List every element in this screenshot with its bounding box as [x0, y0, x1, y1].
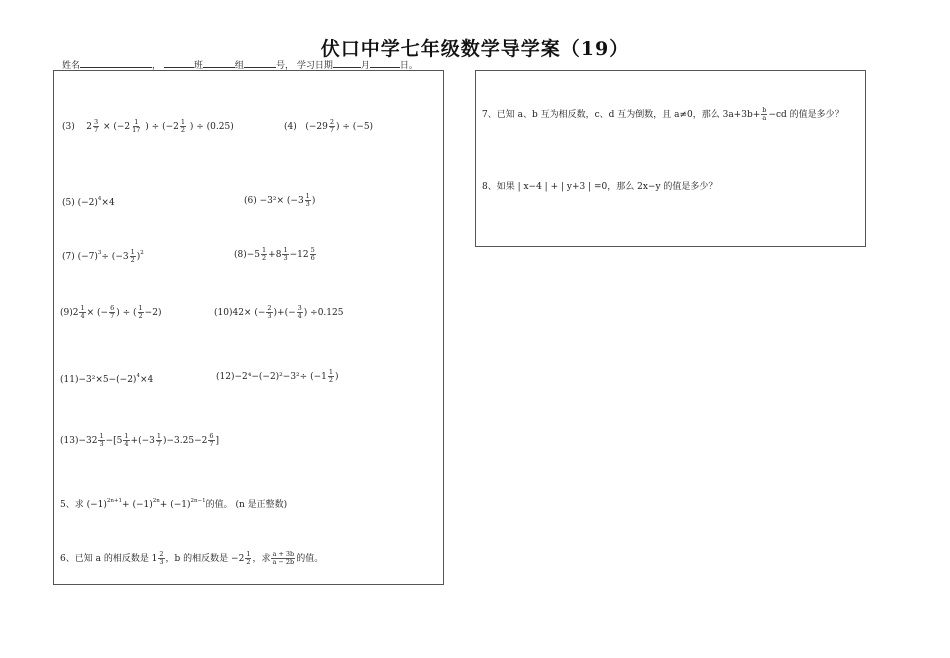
expression-tail: 的值。 [296, 554, 324, 564]
problem-7-reciprocals [482, 107, 844, 122]
numerator: 2 [159, 550, 164, 558]
fraction [156, 433, 162, 448]
denominator: 2 [180, 126, 185, 134]
operator-text: +8 [268, 250, 282, 260]
operator-text: )−3.25−2 [163, 436, 208, 446]
operator-text: ÷ (−3 [101, 252, 129, 262]
number-label: 号， [275, 61, 294, 71]
expression-tail: ) [136, 252, 141, 262]
expression-head: (5) (−2) [62, 198, 98, 208]
problem-3 [62, 119, 234, 134]
denominator: 3 [283, 254, 288, 262]
numerator: 1 [246, 550, 251, 558]
problem-8 [234, 247, 317, 262]
fraction [109, 305, 115, 320]
expression-head: 6、已知 a 的相反数是 1 [60, 554, 158, 564]
expression-head: (10)42× (− [214, 308, 266, 318]
group-label: 组 [234, 61, 244, 71]
denominator: 2 [130, 256, 135, 264]
fraction [138, 305, 144, 320]
name-label: 姓名 [62, 61, 81, 71]
expression-tail: ×4 [139, 375, 154, 385]
denominator: 2 [138, 312, 143, 320]
denominator: 4 [80, 312, 85, 320]
numerator: a + 3b [272, 550, 295, 558]
numerator: 2 [267, 304, 272, 312]
exponent: 2 [140, 250, 144, 256]
expression-tail: ] [215, 436, 220, 446]
denominator: 3 [267, 312, 272, 320]
operator-text: )+(− [273, 308, 296, 318]
fraction [130, 249, 136, 264]
problem-5 [62, 196, 115, 208]
problem-12 [216, 369, 339, 384]
expression-head: (8)−5 [234, 250, 261, 260]
fraction [208, 433, 214, 448]
expression-tail: ) ÷ (−5) [336, 122, 374, 132]
fraction [180, 119, 186, 134]
numerator: 1 [262, 246, 267, 254]
denominator: 7 [110, 312, 115, 320]
problem-13 [60, 433, 219, 448]
fraction [158, 551, 164, 566]
denominator: 7 [329, 126, 334, 134]
problem-5-exponents [60, 497, 287, 510]
numerator: 1 [138, 304, 143, 312]
operator-text: × (−2 [102, 122, 131, 132]
numerator: 6 [110, 304, 115, 312]
exponent: 3 [97, 250, 102, 256]
operator-text: ，求 [252, 554, 271, 564]
denominator: 7 [93, 126, 99, 134]
numerator: 3 [93, 118, 99, 126]
operator-text: −12 [289, 250, 309, 260]
numerator: 5 [310, 246, 315, 254]
numerator: 1 [305, 192, 310, 200]
class-blank[interactable] [164, 58, 194, 68]
denominator: 3 [305, 200, 310, 208]
day-label: 日。 [399, 61, 418, 71]
problem-7 [62, 249, 144, 264]
problem-6-opposites [60, 551, 323, 566]
month-blank[interactable] [333, 58, 361, 68]
fraction [266, 305, 272, 320]
day-blank[interactable] [370, 58, 400, 68]
fraction [328, 369, 334, 384]
expression-tail: ) [311, 196, 316, 206]
fraction [297, 305, 303, 320]
problem-8-absolute: 8、如果 | x−4 | + | y+3 | =0，那么 2x−y 的值是多少？ [482, 182, 718, 192]
expression-head: (12)−2⁴−(−2)²−3²÷ (−1 [216, 372, 327, 382]
numerator: 1 [80, 304, 85, 312]
exponent: 2n+1 [106, 498, 123, 504]
fraction [79, 305, 85, 320]
expression-tail: ) [334, 372, 339, 382]
denominator: 6 [310, 254, 315, 262]
fraction [245, 551, 251, 566]
expression-head: (13)−32 [60, 436, 98, 446]
fraction [98, 433, 104, 448]
fraction [261, 247, 267, 262]
numerator: 1 [130, 248, 135, 256]
problem-9 [60, 305, 161, 320]
fraction [761, 107, 767, 122]
denominator: 2 [262, 254, 267, 262]
whole-part: 2 [86, 122, 92, 132]
numerator: 1 [124, 432, 129, 440]
numerator: 1 [283, 246, 288, 254]
denominator: a − 2b [272, 558, 295, 566]
operator-text: −[5 [105, 436, 123, 446]
numerator: b [762, 106, 767, 114]
exponent: 4 [97, 196, 102, 202]
operator-text: ，b 的相反数是 −2 [165, 554, 245, 564]
fraction [271, 551, 295, 566]
fraction [329, 119, 335, 134]
denominator: 7 [209, 440, 214, 448]
expression-head: (11)−3²×5−(−2) [60, 375, 137, 385]
problem-10 [214, 305, 343, 320]
denominator: 4 [297, 312, 302, 320]
numerator: 1 [328, 368, 333, 376]
comma: ， [152, 61, 162, 71]
denominator: 3 [159, 558, 164, 566]
exponent: 4 [136, 373, 140, 379]
operator-text: + (−1) [122, 500, 153, 510]
operator-text: + (−1) [159, 500, 191, 510]
operator-text: × (− [86, 308, 109, 318]
page-title: 伏口中学七年级数学导学案（19） [320, 38, 630, 60]
month-label: 月 [360, 61, 370, 71]
expression-tail: −2) [144, 308, 162, 318]
denominator: 17 [132, 126, 141, 134]
denominator: a [762, 114, 767, 122]
expression-head: 7、已知 a、b 互为相反数，c、d 互为倒数，且 a≠0，那么 3a+3b+ [482, 110, 761, 120]
expression-head: (7) (−7) [62, 252, 98, 262]
fraction [310, 247, 316, 262]
date-label: 学习日期 [296, 61, 333, 71]
expression-tail: ) ÷0.125 [303, 308, 344, 318]
problem-11 [60, 373, 153, 385]
expression-tail: ) ÷ (0.25) [189, 122, 234, 132]
expression-head: (6) −3²× (−3 [244, 196, 304, 206]
fraction [93, 119, 99, 134]
class-label: 班 [193, 61, 203, 71]
left-exercise-panel [53, 70, 444, 585]
expression-head: 5、求 (−1) [60, 500, 107, 510]
expression-tail: ×4 [101, 198, 115, 208]
fraction [305, 193, 311, 208]
numerator: 2 [329, 118, 334, 126]
group-blank[interactable] [203, 58, 235, 68]
numerator: 3 [297, 304, 302, 312]
fraction [123, 433, 129, 448]
numerator: 1 [180, 118, 185, 126]
problem-number: (3) [62, 122, 75, 132]
operator-text: ) ÷ (−2 [145, 122, 179, 132]
operator-text: ) ÷ ( [116, 308, 137, 318]
denominator: 4 [124, 440, 129, 448]
numerator: 1 [134, 118, 139, 126]
expression-head: (9)2 [60, 308, 79, 318]
numerator: 1 [156, 432, 161, 440]
exponent: 2n−1 [190, 498, 206, 504]
expression-head: (−29 [305, 122, 328, 132]
numerator: 1 [99, 432, 104, 440]
operator-text: +(−3 [130, 436, 155, 446]
number-blank[interactable] [244, 58, 276, 68]
expression-tail: 的值。 (n 是正整数) [205, 500, 288, 510]
problem-6 [244, 193, 315, 208]
denominator: 7 [156, 440, 161, 448]
expression-tail: −cd 的值是多少？ [768, 110, 844, 120]
numerator: 6 [209, 432, 214, 440]
denominator: 2 [328, 376, 333, 384]
exponent: 2n [152, 498, 160, 504]
fraction [131, 119, 141, 134]
problem-number: (4) [284, 122, 297, 132]
denominator: 2 [246, 558, 251, 566]
problem-4 [284, 119, 373, 134]
name-blank[interactable] [80, 58, 152, 68]
fraction [282, 247, 288, 262]
denominator: 3 [99, 440, 104, 448]
right-exercise-panel [475, 70, 866, 247]
